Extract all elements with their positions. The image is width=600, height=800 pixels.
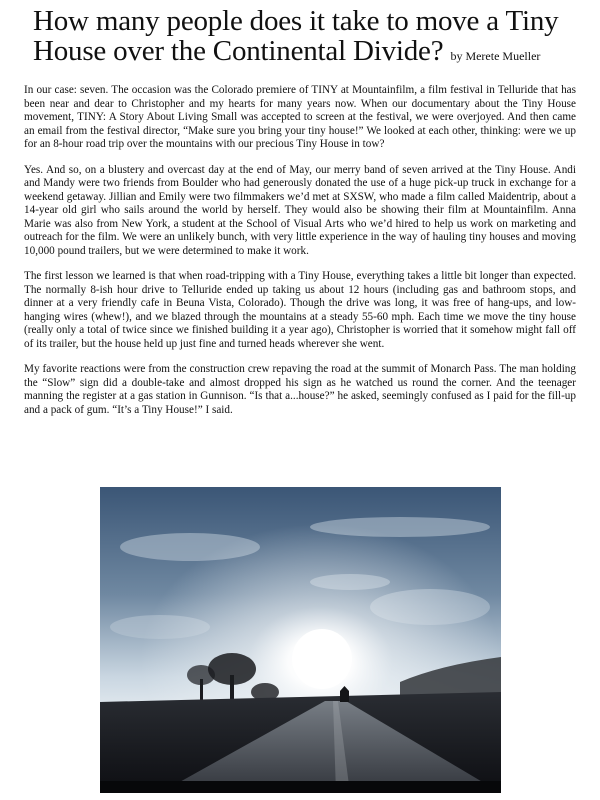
article-title-text: How many people does it take to move a Tiny House over the Continental Divide? bbox=[33, 5, 559, 67]
article-byline: by Merete Mueller bbox=[450, 49, 541, 63]
article-paragraph: Yes. And so, on a blustery and overcast day at the end of May, our merry band of seven arrived at the Tiny House. Andi and Mandy were two friends from Boulder who had generously donated the use of a huge pick-up truck in exchange for a weekend getaway. Jillian and Emily were two filmmakers we’d met at SXSW, who made a film called Maidentrip, about a 14-year old girl who sails around the world by herself. They would also be showing their film at Mountainfilm. Anna Marie was also from New York, a student at the School of Visual Arts who we’d hired to help us work on marketing and outreach for the film. We were an unlikely bunch, with very little experience in the way of hauling tiny houses and moving 10,000 pound trailers, but we were determined to make it work. bbox=[24, 163, 576, 257]
article-title bbox=[33, 6, 588, 71]
road-trip-photo-illustration bbox=[100, 487, 501, 793]
article-body bbox=[24, 84, 576, 429]
article-paragraph: My favorite reactions were from the construction crew repaving the road at the summit of Monarch Pass. The man holding the “Slow” sign did a double-take and almost dropped his sign as he watched us round the corner. And the teenager manning the register at a gas station in Gunnison. “Is that a...house?” he asked, seemingly confused as I paid for the fill-up and a pack of gum. “It’s a Tiny House!” I said. bbox=[24, 363, 576, 416]
road-trip-photo bbox=[100, 487, 501, 793]
article-paragraph: In our case: seven. The occasion was the Colorado premiere of TINY at Mountainfilm, a film festival in Telluride that has been near and dear to Christopher and my hearts for many years now. When our documentary about the Tiny House movement, TINY: A Story About Living Small was accepted to screen at the festival, we were overjoyed. And then came an email from the festival director, “Make sure you bring your tiny house!” We looked at each other, thinking: were we up for an 8-hour road trip over the mountains with our precious Tiny House in tow? bbox=[24, 84, 576, 150]
article-paragraph: The first lesson we learned is that when road-tripping with a Tiny House, everything takes a little bit longer than expected. The normally 8-ish hour drive to Telluride ended up taking us about 12 hours (including gas and bathroom stops, and dinner at a very friendly cafe in Beuna Vista, Colorado). Though the drive was long, it was free of hang-ups, and low-hanging wires (whew!), and we blazed through the mountains at a steady 55-60 mph. Each time we move the tiny house (really only a total of twice since we finished building it a year ago), Christopher is worried that it somehow might fall off of its trailer, but the house held up just fine and turned heads wherever she went. bbox=[24, 270, 576, 350]
